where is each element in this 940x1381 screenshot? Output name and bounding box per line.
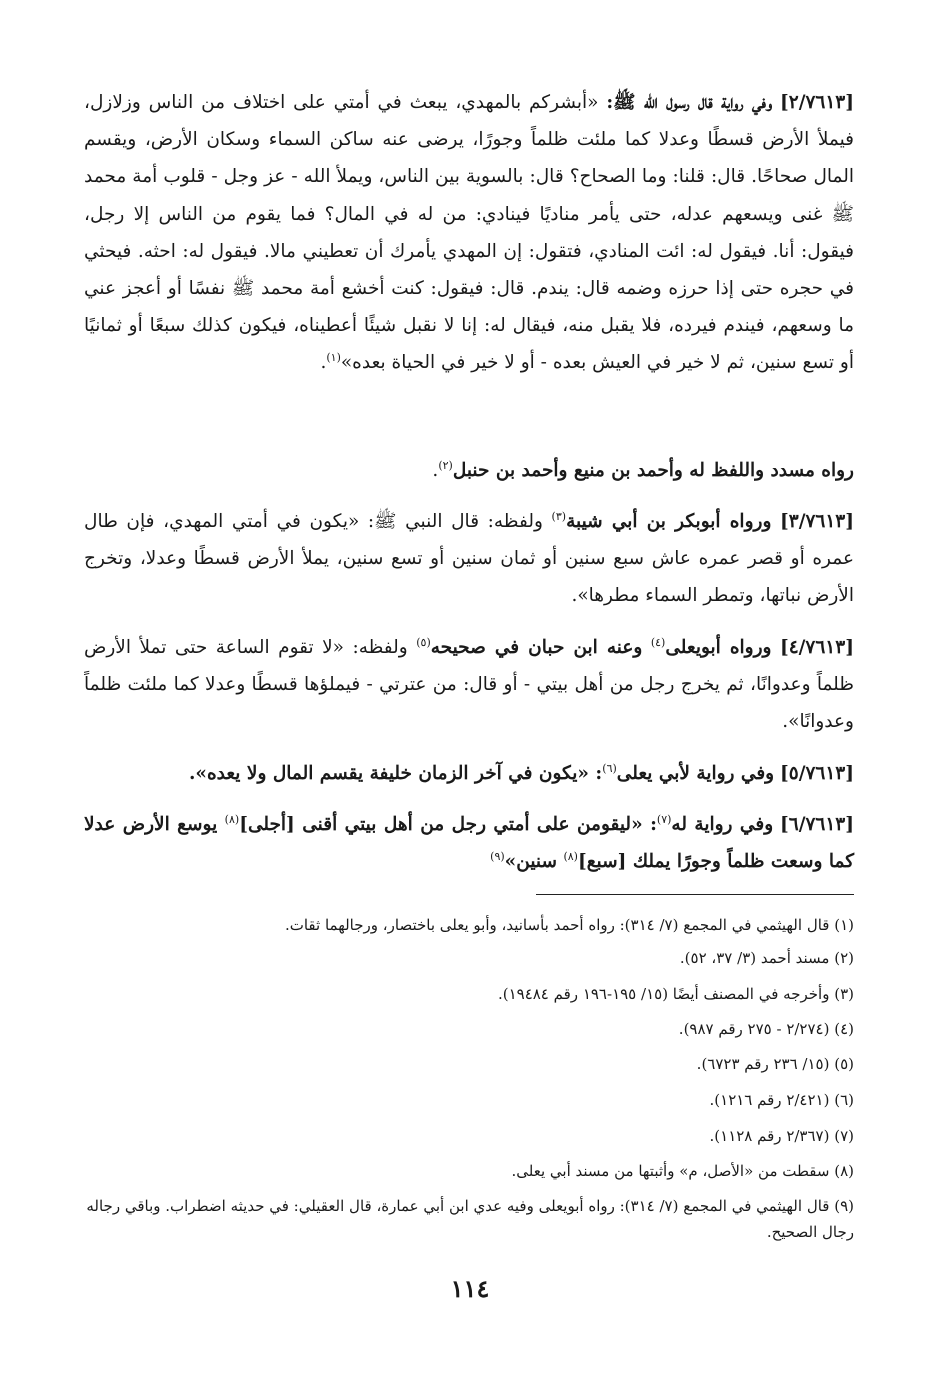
footnote-marker: (٥) [416,635,431,649]
footnote-marker: (٤) [650,635,666,649]
hadith-text-c: سنين» [504,851,564,873]
paragraph-tail: . [432,460,439,481]
paragraph-lead: وفي رواية له [671,814,774,835]
paragraph-4-7613 [84,629,854,741]
paragraph-lead: ورواه أبويعلى [665,637,772,658]
footnote-marker: (٧) [656,812,672,826]
paragraph-lead: ورواه أبوبكر بن أبي شيبة [566,511,772,532]
paragraph-lead-2: ولفظه: قال النبي ﷺ: [367,511,543,532]
footnote-5: (٥) (١٥/ ٢٣٦ رقم ٦٧٢٣). [696,1055,854,1073]
footnote-2: (٢) مسند أحمد (٣/ ٣٧، ٥٢). [679,949,854,967]
footnote-marker: (٩) [490,850,505,864]
paragraph-5-7613 [84,755,854,792]
hadith-reference: [٥/٧٦١٣] [780,763,854,784]
footnote-3: (٣) وأخرجه في المصنف أيضًا (١٥/ ١٩٥-١٩٦ رقم ١٩٤٨٤). [497,985,854,1003]
footnote-8: (٨) سقطت من «الأصل، م» وأثبتها من مسند أبي يعلى. [511,1162,854,1180]
footnote-6: (٦) (٢/٤٢١ رقم ١٢١٦). [709,1091,854,1109]
paragraph-lead-2: وعنه ابن حبان في صحيحه [430,637,643,658]
hadith-text: «أبشركم بالمهدي، يبعث في أمتي على اختلاف من الناس وزلازل، فيملأ الأرض قسطًا وعدلا كما ملئت ظلماً وجورًا، يرضى عنه ساكن السماء وسكان الأرض، ويقسم المال صحاحًا. قال: قلنا: وما الصحاح؟ قال: بالسوية بين الناس، ويملأ الله - عز وجل - قلوب أمة محمد ﷺ غنى ويسعهم عدله، حتى يأمر مناديًا فينادي: من له في المال؟ فما يقوم من الناس إلا رجل، فيقول: أنا. فيقول له: ائت المنادي، فتقول: إن المهدي يأمرك أن تعطيني مالا. فيقول له: احثه. فيحثي في حجره حتى إذا حرزه وضمه قال: يندم. قال: فيقول: كنت أخشع أمة محمد ﷺ نفسًا أو أعجز عني ما وسعهم، فيندم فيرده، فلا يقبل منه، فيقال له: إنا لا نقبل شيئًا أعطيناه، فيكون كذلك سبعًا أو ثمانيًا أو تسع سنين، ثم لا خير في العيش بعده - أو لا خير في الحياة بعده» [84,92,854,374]
paragraph-tail: . [320,352,327,374]
footnote-marker: (١) [326,351,341,365]
hadith-text-b: يوسع الأرض عدلا كما وسعت ظلماً وجورًا يملك [سبع] [84,814,854,873]
paragraph-lead: وفي رواية لأبي يعلى [616,763,775,784]
paragraph-lead: وفي رواية قال رسول الله ﷺ: [606,92,773,113]
attribution-text: رواه مسدد واللفظ له وأحمد بن منيع وأحمد بن حنبل [452,460,854,481]
paragraph-attribution [84,452,854,489]
page-number: ١١٤ [450,1274,490,1303]
hadith-reference: [٦/٧٦١٣] [780,814,854,835]
footnote-divider [536,894,854,895]
footnote-9: (٩) قال الهيثمي في المجمع (٧/ ٣١٤): رواه أبويعلى وفيه عدي ابن أبي عمارة، قال العقيلي: في حديثه اضطراب. وباقي رجاله رجال الصحيح. [86,1197,854,1241]
hadith-reference: [٤/٧٦١٣] [779,637,854,658]
paragraph-6-7613 [84,806,854,880]
hadith-reference: [٢/٧٦١٣] [780,92,854,113]
paragraph-lead-3: ولفظه: [352,637,408,658]
hadith-text: : «يكون في آخر الزمان خليفة يقسم المال ولا يعده». [188,763,603,784]
footnote-1: (١) قال الهيثمي في المجمع (٧/ ٣١٤): رواه أحمد بأسانيد، وأبو يعلى باختصار، ورجالهما ثقات. [284,916,854,934]
hadith-text-a: : «ليقومن على أمتي رجل من أهل بيتي أقنى [أجلى] [239,814,657,835]
paragraph-2-7613 [84,84,854,382]
footnote-7: (٧) (٢/٣٦٧ رقم ١١٢٨). [709,1127,854,1145]
footnote-marker: (٨) [563,850,578,864]
footnote-marker: (٨) [224,812,240,826]
hadith-text: «لا تقوم الساعة حتى تملأ الأرض ظلماً وعدوانًا، ثم يخرج رجل من أهل بيتي - أو قال: من عترتي - فيملؤها قسطًا وعدلا كما ملئت ظلماً وعدوانًا». [84,637,854,733]
hadith-text: «يكون في أمتي المهدي، فإن طال عمره أو قصر عمره عاش سبع سنين أو ثمان سنين أو تسع سنين، يملأ الأرض قسطًا وعدلا، وتخرج الأرض نباتها، وتمطر السماء مطرها». [84,511,854,607]
footnote-marker: (٦) [602,761,617,775]
hadith-reference: [٣/٧٦١٣] [780,511,854,532]
paragraph-3-7613 [84,503,854,615]
footnote-4: (٤) (٢/٢٧٤ - ٢٧٥ رقم ٩٨٧). [678,1020,854,1038]
footnote-marker: (٣) [551,509,567,523]
footnote-marker: (٢) [438,458,453,472]
